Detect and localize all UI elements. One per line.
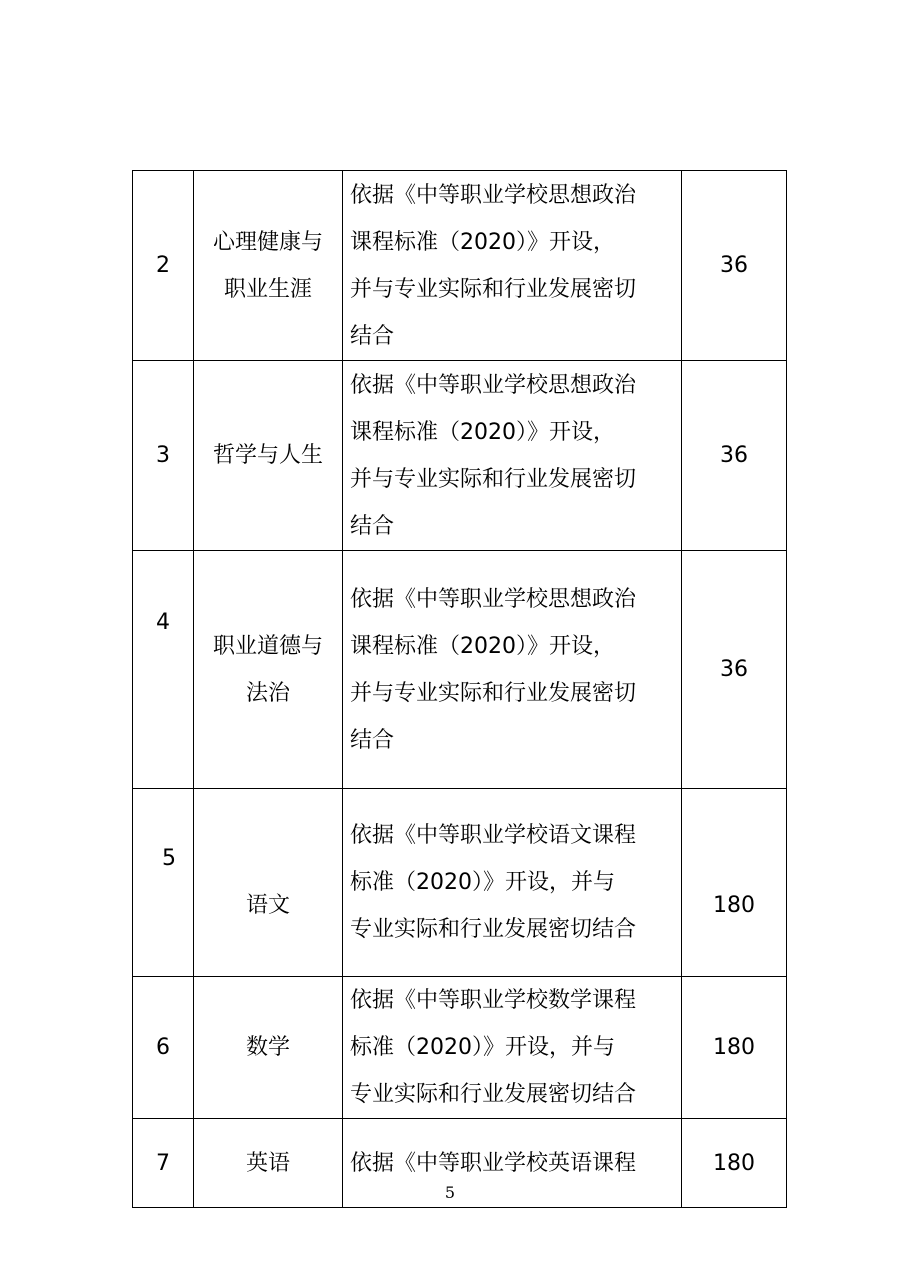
- description-line: 依据《中等职业学校数学课程: [350, 988, 637, 1013]
- description-line: 依据《中等职业学校英语课程: [350, 1150, 637, 1176]
- course-name-line: 数学: [245, 1035, 290, 1060]
- table-row: [133, 551, 787, 789]
- course-hours: 180: [682, 789, 787, 977]
- course-description: [343, 789, 682, 977]
- description-line: 依据《中等职业学校思想政治: [350, 372, 637, 398]
- course-description: [343, 361, 682, 551]
- description-line: 专业实际和行业发展密切结合: [350, 1082, 637, 1107]
- description-line: 课程标准（2020）》开设，: [350, 633, 615, 659]
- description-line: 标准（2020）》开设，并与: [350, 1035, 615, 1060]
- course-name: [194, 551, 343, 789]
- course-hours: 180: [682, 1119, 787, 1208]
- description-line: 标准（2020）》开设，并与: [350, 870, 615, 895]
- course-name: [194, 789, 343, 977]
- course-number: 2: [133, 171, 194, 361]
- description-line: 结合: [350, 727, 395, 753]
- course-name-line: 英语: [245, 1150, 290, 1176]
- course-number: 6: [133, 977, 194, 1119]
- table-row: [133, 789, 787, 977]
- description-line: 依据《中等职业学校思想政治: [350, 586, 637, 612]
- course-number: 7: [133, 1119, 194, 1208]
- description-line: 结合: [350, 323, 395, 349]
- description-line: 并与专业实际和行业发展密切: [350, 680, 637, 706]
- course-hours: 36: [682, 171, 787, 361]
- course-name-line: 职业生涯: [223, 276, 312, 302]
- course-name: [194, 171, 343, 361]
- course-number: 5: [133, 789, 194, 977]
- description-line: 专业实际和行业发展密切结合: [350, 917, 637, 942]
- description-line: 依据《中等职业学校思想政治: [350, 182, 637, 208]
- description-line: 并与专业实际和行业发展密切: [350, 276, 637, 302]
- course-name-line: 哲学与人生: [212, 443, 323, 468]
- course-number: 4: [133, 551, 194, 789]
- table-row: [133, 171, 787, 361]
- course-name-line: 语文: [245, 893, 290, 918]
- description-line: 结合: [350, 513, 395, 539]
- course-hours: 36: [682, 361, 787, 551]
- course-description: [343, 551, 682, 789]
- page-number: 5: [444, 1183, 456, 1202]
- description-line: 依据《中等职业学校语文课程: [350, 823, 637, 848]
- table-row: [133, 977, 787, 1119]
- course-hours: 36: [682, 551, 787, 789]
- course-number: 3: [133, 361, 194, 551]
- course-name: [194, 977, 343, 1119]
- table-row: [133, 361, 787, 551]
- course-hours: 180: [682, 977, 787, 1119]
- course-name-line: 法治: [245, 680, 290, 706]
- description-line: 并与专业实际和行业发展密切: [350, 466, 637, 492]
- course-name: [194, 361, 343, 551]
- course-description: [343, 977, 682, 1119]
- description-line: 课程标准（2020）》开设，: [350, 419, 615, 445]
- description-line: 课程标准（2020）》开设，: [350, 229, 615, 255]
- course-description: [343, 171, 682, 361]
- course-table: [132, 170, 787, 1208]
- course-name-line: 职业道德与: [212, 633, 323, 659]
- course-name-line: 心理健康与: [212, 229, 323, 255]
